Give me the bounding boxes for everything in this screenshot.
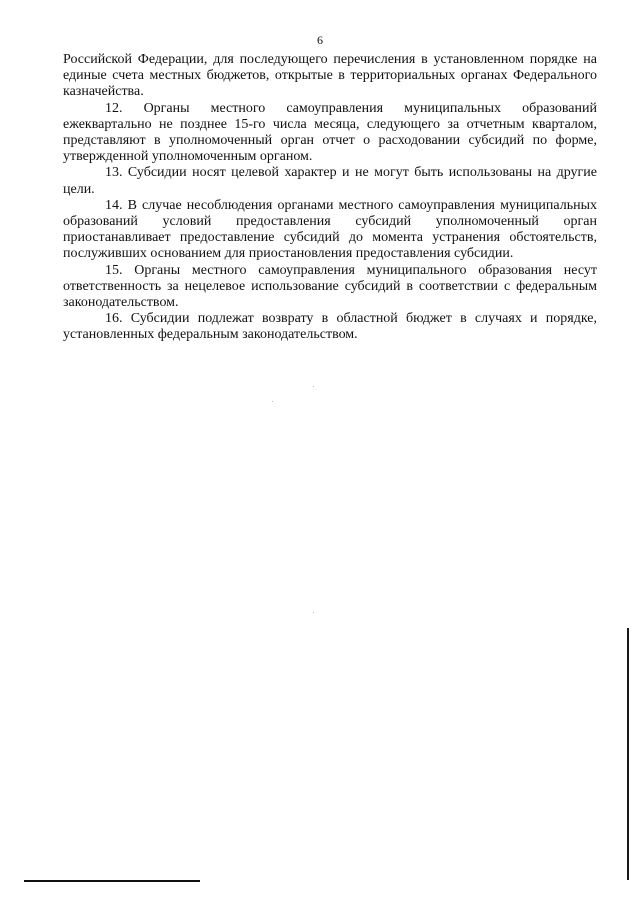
- paragraph-item-13: 13. Субсидии носят целевой характер и не могут быть использованы на другие цели.: [63, 165, 597, 197]
- page-number: 6: [317, 33, 323, 47]
- scan-edge-line: [627, 628, 629, 880]
- paragraph-item-15: 15. Органы местного самоуправления муниципального образования несут ответственность за нецелевое использование субсидий в соответствии с федеральным законодательством.: [63, 262, 597, 311]
- scan-speck: [313, 386, 314, 387]
- paragraph-item-12: 12. Органы местного самоуправления муниципальных образований ежеквартально не позднее 15-го числа месяца, следующего за отчетным кварталом, представляют в уполномоченный орган отчет о расходовании субсидий по форме, утвержденной уполномоченным органом.: [63, 100, 597, 165]
- paragraph-continuation: Российской Федерации, для последующего перечисления в установленном порядке на единые счета местных бюджетов, открытые в территориальных органах Федерального казначейства.: [63, 52, 597, 100]
- footer-rule: [24, 880, 200, 882]
- document-body: [63, 52, 597, 344]
- scan-speck: [272, 401, 273, 402]
- scan-speck: [313, 612, 314, 613]
- paragraph-item-14: 14. В случае несоблюдения органами местного самоуправления муниципальных образований условий предоставления субсидий уполномоченный орган приостанавливает предоставление субсидий до момента устранения обстоятельств, послуживших основанием для приостановления предоставления субсидии.: [63, 197, 597, 262]
- paragraph-item-16: 16. Субсидии подлежат возврату в областной бюджет в случаях и порядке, установленных федеральным законодательством.: [63, 311, 597, 343]
